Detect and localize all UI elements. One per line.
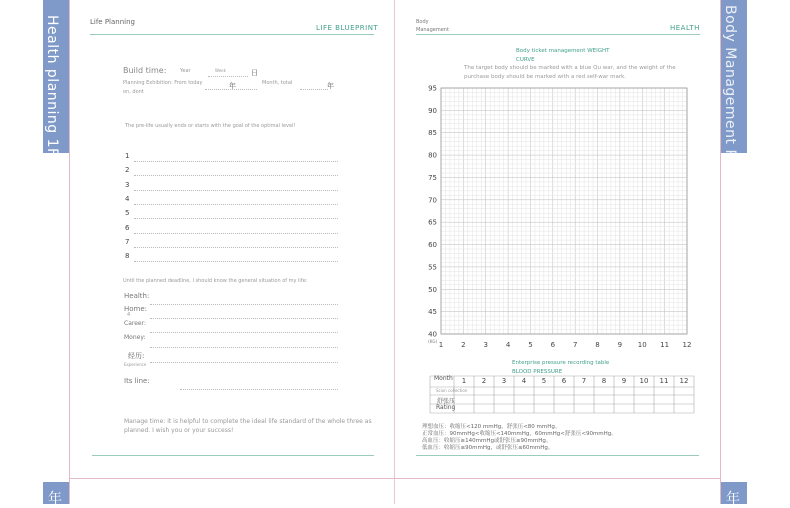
right-tab-label: Body Management P — [722, 5, 738, 159]
left-page-title: LIFE BLUEPRINT — [316, 24, 379, 32]
y-tick-label: 55 — [428, 263, 437, 272]
x-tick-label: 10 — [637, 341, 647, 349]
y-tick-label: 50 — [428, 285, 437, 294]
bp-row2-label: 舒张压 — [437, 398, 456, 405]
left-tab-label: Health planning 1F — [44, 15, 60, 157]
goal-number: 1 — [125, 152, 130, 160]
career-label: Career: — [124, 320, 146, 327]
week-label: Week — [215, 68, 226, 73]
chart-title-1: Body ticket management WEIGHT — [516, 48, 610, 54]
goal-line[interactable] — [134, 233, 338, 234]
bp-row-sub: Scion collection — [436, 388, 468, 393]
home-field[interactable] — [150, 318, 338, 319]
on-dont-label: on, dont — [123, 89, 144, 95]
chart-note: The target body should be marked with a blue Qu war, and the weight of the purchase body should be marked with a red self-war mark. — [464, 65, 676, 80]
goal-line[interactable] — [134, 247, 338, 248]
y-tick-label: 90 — [428, 106, 437, 115]
x-tick-label: 4 — [505, 341, 511, 349]
y-tick-label: 80 — [428, 151, 437, 160]
y-unit-label: (KG) — [428, 339, 437, 344]
bp-month-label: Month — [434, 375, 453, 382]
experience-label: Experience — [124, 362, 147, 367]
day-char: 日 — [251, 69, 258, 77]
goal-number: 7 — [125, 237, 130, 246]
goal-number: 5 — [125, 209, 130, 218]
goal-line[interactable] — [134, 161, 338, 162]
x-tick-label: 12 — [682, 341, 692, 349]
y-tick-label: 60 — [428, 241, 437, 250]
y-tick-label: 75 — [428, 173, 437, 182]
bp-month-cell: 6 — [561, 377, 567, 385]
y-tick-label: 85 — [428, 129, 437, 138]
health-label: Health: — [124, 292, 150, 300]
page-border-left — [69, 0, 70, 504]
left-header-rule — [90, 34, 374, 35]
goal-number: 8 — [125, 252, 130, 261]
goal-number: 2 — [125, 166, 130, 175]
y-tick-label: 45 — [428, 308, 437, 317]
bp-month-cell: 9 — [621, 377, 627, 385]
bottom-edge — [69, 478, 721, 479]
goal-line[interactable] — [134, 204, 338, 205]
spine-divider — [394, 0, 395, 504]
bp-note-2: 正常血压：90mmHg<收缩压<140mmHg，60mmHg<舒张压<90mmHg。 — [422, 431, 617, 437]
bp-month-cell: 8 — [601, 377, 607, 385]
right-page-header-1: Body — [416, 19, 429, 25]
experience-cn-label: 经历: — [128, 352, 145, 360]
y-tick-label: 70 — [428, 196, 437, 205]
chart-title-2: CURVE — [516, 57, 535, 63]
bp-note-1: 理想血压：收缩压<120 mmHg，舒张压<80 mmHg。 — [422, 424, 561, 430]
chart-frame — [441, 88, 687, 334]
bottom-left-tab-label: 年 — [48, 491, 62, 507]
bp-month-cell: 10 — [639, 377, 649, 385]
x-tick-label: 3 — [483, 341, 488, 349]
exhibition-label: Planning Exhibition: From today — [123, 80, 203, 86]
left-page-header: Life Planning — [90, 18, 135, 26]
goal-number: 3 — [125, 180, 130, 189]
bp-month-cell: 4 — [521, 377, 527, 385]
x-tick-label: 7 — [572, 341, 578, 349]
year-label: Year — [180, 68, 191, 74]
left-footer-rule — [92, 455, 374, 456]
right-footer-rule — [416, 455, 699, 456]
bp-month-cell: 12 — [679, 377, 689, 385]
x-tick-label: 1 — [438, 341, 444, 349]
home-sub: 4 — [127, 312, 131, 318]
bp-note-3: 高血压：收缩压≥140mmHg或舒张压≥90mmHg。 — [422, 438, 552, 444]
goal-number: 6 — [125, 223, 130, 232]
right-page-header-2: Management — [416, 27, 449, 33]
x-tick-label: 11 — [660, 341, 670, 349]
until-text: Until the planned deadline, I should know the general situation of my life: — [123, 278, 308, 284]
goal-number: 4 — [125, 194, 130, 203]
career-field[interactable] — [150, 332, 338, 333]
bp-month-cell: 2 — [481, 377, 487, 385]
build-time-label: Build time: — [123, 66, 167, 75]
pre-life-text: The pre-life usually ends or starts with the goal of the optimal level! — [125, 123, 296, 129]
goal-line[interactable] — [134, 190, 338, 191]
home-label: Home: — [124, 305, 148, 313]
y-tick-label: 65 — [428, 218, 437, 227]
x-tick-label: 9 — [617, 341, 623, 349]
bp-month-cell: 3 — [501, 377, 507, 385]
goal-line[interactable] — [134, 175, 338, 176]
page-border-right — [720, 0, 721, 504]
health-field[interactable] — [150, 304, 338, 305]
goal-line[interactable] — [134, 218, 338, 219]
x-tick-label: 5 — [528, 341, 533, 349]
its-line-field[interactable] — [180, 389, 338, 390]
right-page-title: HEALTH — [670, 24, 700, 32]
y-tick-label: 95 — [428, 84, 437, 93]
bp-month-cell: 1 — [461, 377, 467, 385]
bp-month-cell: 5 — [541, 377, 547, 385]
x-tick-label: 8 — [595, 341, 600, 349]
y-tick-label: 40 — [428, 330, 437, 339]
bp-title-2: BLOOD PRESSURE — [512, 369, 563, 375]
its-line-label: Its line: — [124, 377, 150, 385]
bp-title-1: Enterprise pressure recording table — [512, 360, 610, 366]
x-tick-label: 6 — [550, 341, 556, 349]
week-field[interactable] — [208, 76, 248, 77]
bp-month-cell: 11 — [659, 377, 669, 385]
bottom-right-tab-label: 年 — [726, 491, 740, 507]
right-header-rule — [416, 34, 700, 35]
nian-char-2: 年 — [327, 82, 334, 90]
money-field[interactable] — [150, 347, 338, 348]
bp-row3-label: Rating — [436, 404, 456, 411]
bp-note-4: 低血压：收缩压≤90mmHg，或舒张压≤60mmHg。 — [422, 445, 554, 451]
month-total-label: Month, total — [262, 80, 293, 86]
manage-time-text: Manage time: it is helpful to complete the ideal life standard of the whole three as planned. I wish you or your success! — [124, 418, 372, 434]
nian-char-1: 年 — [229, 82, 236, 90]
bp-month-cell: 7 — [581, 377, 587, 385]
x-tick-label: 2 — [461, 341, 466, 349]
exhibition-field-2[interactable] — [300, 89, 328, 90]
experience-field[interactable] — [150, 362, 338, 363]
goal-line[interactable] — [134, 261, 338, 262]
money-label: Money: — [124, 334, 146, 341]
